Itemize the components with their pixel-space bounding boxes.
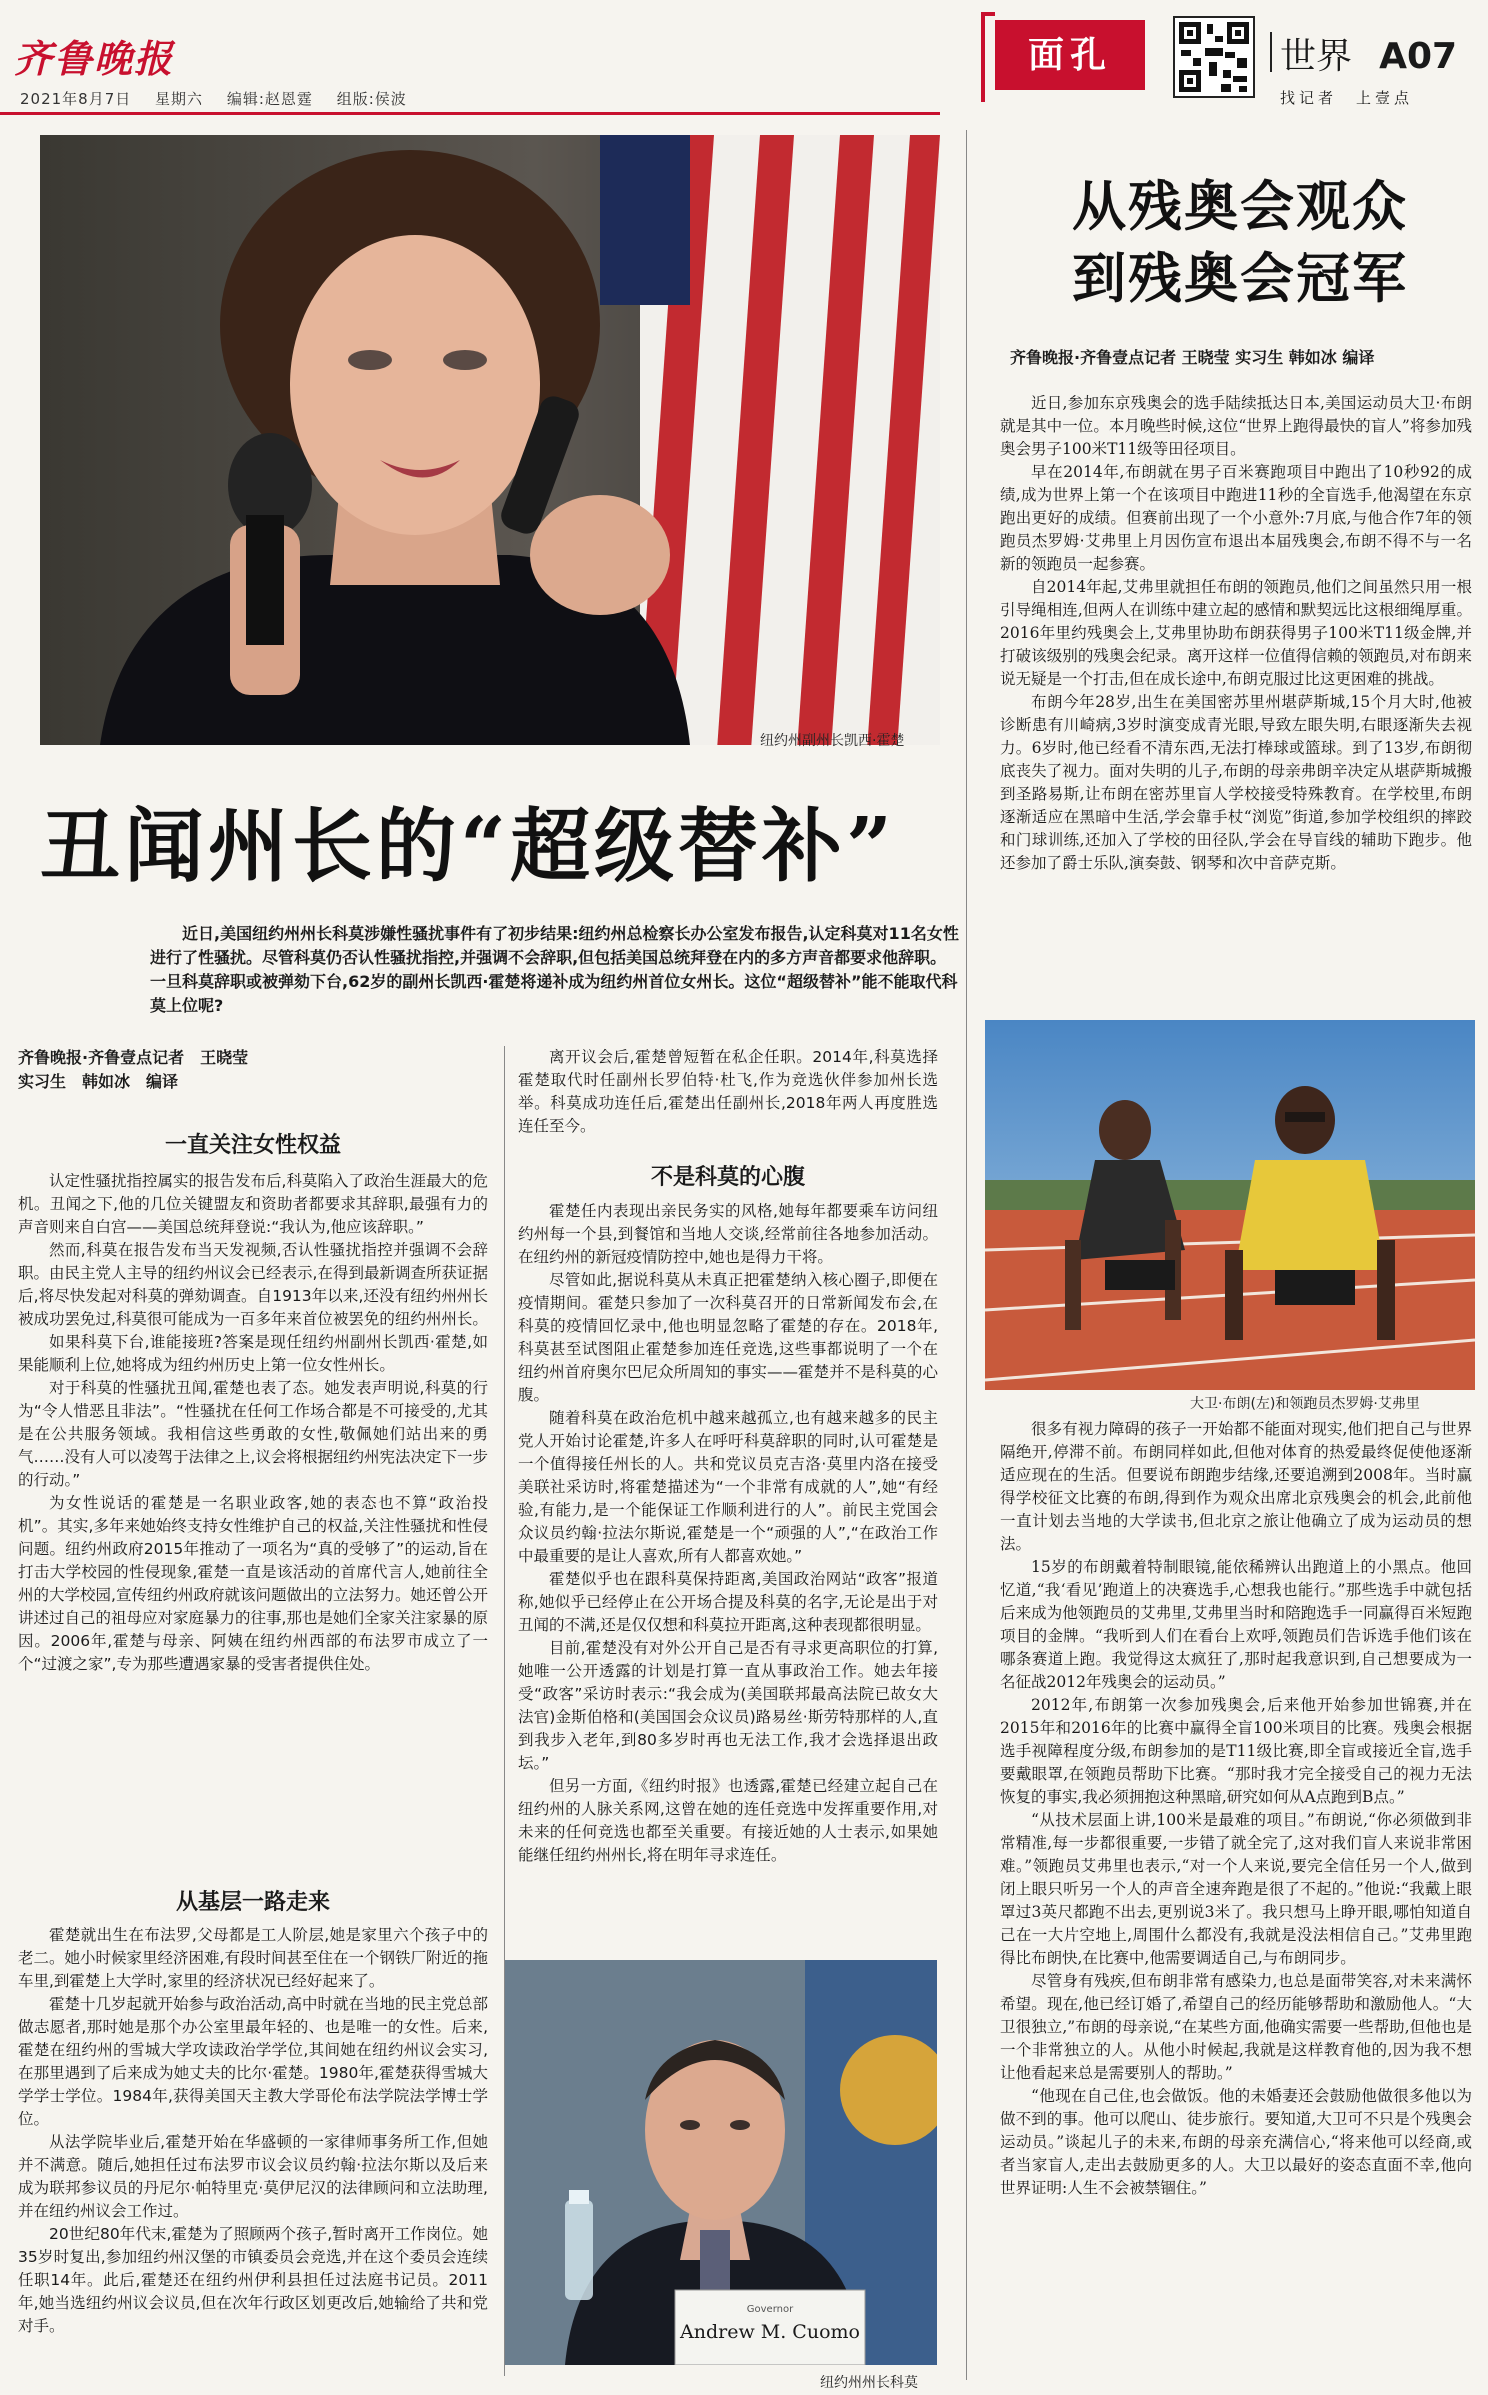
article-paragraph: 随着科莫在政治危机中越来越孤立,也有越来越多的民主党人开始讨论霍楚,许多人在呼吁科莫辞职的同时,认可霍楚是一个值得接任州长的人。共和党议员克吉洛·莫里内洛在接受美联社采访时,将霍楚描述为“一个非常有成就的人”,她“有经验,有能力,是一个能保证工作顺利进行的人”。前民主党国会众议员约翰·拉法尔斯说,霍楚是一个“顽强的人”,“在政治工作中最重要的是让人喜欢,所有人都喜欢她。” [518, 1409, 938, 1565]
photo-hochul [40, 135, 940, 745]
subhead-not-confidant: 不是科莫的心腹 [650, 1164, 805, 1190]
subhead-womens-rights: 一直关注女性权益 [164, 1132, 341, 1158]
article-paragraph: 霍楚似乎也在跟科莫保持距离,美国政治网站“政客”报道称,她似乎已经停止在公开场合提及科莫的名字,无论是出于对丑闻的不满,还是仅仅想和科莫拉开距离,这种表现都很明显。 [518, 1570, 938, 1634]
article-paragraph: 很多有视力障碍的孩子一开始都不能面对现实,他们把自己与世界隔绝开,停滞不前。布朗同样如此,但他对体育的热爱最终促使他逐渐适应现在的生活。但要说布朗跑步结缘,还要追溯到2008年。当时赢得学校征文比赛的布朗,得到作为观众出席北京残奥会的机会,此前他一直计划去当地的大学读书,但北京之旅让他确立了成为运动员的想法。 [1000, 1420, 1472, 1553]
article-paragraph: 早在2014年,布朗就在男子百米赛跑项目中跑出了10秒92的成绩,成为世界上第一个在该项目中跑进11秒的全盲选手,他渴望在东京跑出更好的成绩。但赛前出现了一个小意外:7月底,与他合作7年的领跑员杰罗姆·艾弗里上月因伤宣布退出本届残奥会,布朗不得不与一名新的领跑员一起参赛。 [1000, 463, 1472, 573]
article-paragraph: 但另一方面,《纽约时报》也透露,霍楚已经建立起自己在纽约州的人脉关系网,这曾在她的连任竞选中发挥重要作用,对未来的任何竞选也都至关重要。有接近她的人士表示,如果她能继任纽约州州长,将在明年寻求连任。 [518, 1777, 938, 1864]
column-1-bottom [18, 1924, 488, 2390]
byline-left [18, 1046, 248, 1094]
masthead-logo: 齐鲁晚报 [14, 36, 175, 81]
layout-credit: 组版:侯波 [336, 90, 407, 108]
column-2-bottom [518, 1200, 938, 1950]
article-paragraph: 布朗今年28岁,出生在美国密苏里州堪萨斯城,15个月大时,他被诊断患有川崎病,3岁时演变成青光眼,导致左眼失明,右眼逐渐失去视力。6岁时,他已经看不清东西,无法打棒球或篮球。到了13岁,布朗彻底丧失了视力。面对失明的儿子,布朗的母亲弗朗辛决定从堪萨斯城搬到圣路易斯,让布朗在密苏里盲人学校接受特殊教育。在学校里,布朗逐渐适应在黑暗中生活,学会靠手杖“浏览”街道,参加学校组织的摔跤和门球训练,还加入了学校的田径队,学会在导盲线的辅助下跑步。他还参加了爵士乐队,演奏鼓、钢琴和次中音萨克斯。 [1000, 693, 1472, 872]
byline-right: 齐鲁晚报·齐鲁壹点记者 王晓莹 实习生 韩如冰 编译 [1010, 348, 1375, 367]
right-column-bottom [1000, 1418, 1472, 2388]
cuomo-photo-illustration [505, 1960, 937, 2365]
article-paragraph: 自2014年起,艾弗里就担任布朗的领跑员,他们之间虽然只用一根引导绳相连,但两人在训练中建立起的感情和默契远比这根细绳厚重。2016年里约残奥会上,艾弗里协助布朗获得男子100米T11级金牌,并打破该级别的残奥会纪录。离开这样一位值得信赖的领跑员,对布朗来说无疑是一个打击,但在成长途中,布朗克服过比这更困难的挑战。 [1000, 578, 1472, 688]
column-2-top [518, 1046, 938, 1138]
header-rule [0, 112, 940, 115]
editor-credit: 编辑:赵恩霆 [226, 90, 313, 108]
article-paragraph: 对于科莫的性骚扰丑闻,霍楚也表了态。她发表声明说,科莫的行为“令人惜恶且非法”。“性骚扰在任何工作场合都是不可接受的,尤其是在公共服务领域。我相信这些勇敢的女性,敬佩她们站出来的勇气……没有人可以凌驾于法律之上,议会将根据纽约州宪法决定下一步的行动。” [18, 1379, 488, 1489]
photo-cuomo-caption: 纽约州州长科莫 [820, 2375, 918, 2391]
lead-paragraph: 近日,美国纽约州州长科莫涉嫌性骚扰事件有了初步结果:纽约州总检察长办公室发布报告,认定科莫对11名女性进行了性骚扰。尽管科莫仍否认性骚扰指控,并强调不会辞职,但包括美国总统拜登在内的多方声音都要求他辞职。一旦科莫辞职或被弹劾下台,62岁的副州长凯西·霍楚将递补成为纽约州首位女州长。这位“超级替补”能不能取代科莫上位呢? [150, 924, 959, 1015]
article-paragraph: “他现在自己住,也会做饭。他的未婚妻还会鼓励他做很多他以为做不到的事。他可以爬山、徒步旅行。要知道,大卫可不只是个残奥会运动员。”谈起儿子的未来,布朗的母亲充满信心,“将来他可以经商,或者当家盲人,走出去鼓励更多的人。大卫以最好的姿态直面不幸,他向世界证明:人生不会被禁锢住。” [1000, 2087, 1472, 2197]
section-label: 面孔 [995, 20, 1145, 90]
article-paragraph: 霍楚任内表现出亲民务实的风格,她每年都要乘车访问纽约州每一个县,到餐馆和当地人交谈,经常前往各地参加活动。在纽约州的新冠疫情防控中,她也是得力干将。 [518, 1202, 938, 1266]
article-paragraph: 然而,科莫在报告发布当天发视频,否认性骚扰指控并强调不会辞职。由民主党人主导的纽约州议会已经表示,在得到最新调查所获证据后,将尽快发起对科莫的弹劾调查。自1913年以来,还没有纽约州州长被成功罢免过,科莫很可能成为一百多年来首位被罢免的纽约州州长。 [18, 1241, 488, 1328]
article-paragraph: 霍楚十几岁起就开始参与政治活动,高中时就在当地的民主党总部做志愿者,那时她是那个办公室里最年轻的、也是唯一的女性。后来,霍楚在纽约州的雪城大学攻读政治学学位,其间她在纽约州议会实习,在那里遇到了后来成为她丈夫的比尔·霍楚。1980年,霍楚获得雪城大学学士学位。1984年,获得美国天主教大学哥伦布法学院法学博士学位。 [18, 1995, 488, 2128]
article-paragraph: “从技术层面上讲,100米是最难的项目。”布朗说,“你必须做到非常精准,每一步都很重要,一步错了就全完了,这对我们盲人来说非常困难。”领跑员艾弗里也表示,“对一个人来说,要完全信任另一个人,做到闭上眼只听另一个人的声音全速奔跑是很了不起的。”他说:“我戴上眼罩过3英尺都跑不出去,更别说3米了。我只想马上睁开眼,哪怕知道自己在一大片空地上,周围什么都没有,我就是没法相信自己。”艾弗里跑得比布朗快,在比赛中,他需要调适自己,与布朗同步。 [1000, 1811, 1472, 1967]
article-paragraph: 为女性说话的霍楚是一名职业政客,她的表态也不算“政治投机”。其实,多年来她始终支持女性维护自己的权益,关注性骚扰和性侵问题。纽约州政府2015年推动了一项名为“真的受够了”的运动,旨在打击大学校园的性侵现象,霍楚一直是该活动的首席代言人,她前往全州的大学校园,宣传纽约州政府就该问题做出的立法努力。她还曾公开讲述过自己的祖母应对家庭暴力的往事,那也是她们全家关注家暴的原因。2006年,霍楚与母亲、阿姨在纽约州西部的布法罗市成立了一个“过渡之家”,专为那些遭遇家暴的受害者提供住处。 [18, 1494, 488, 1673]
right-column-top [1000, 392, 1472, 1012]
runners-photo-illustration [985, 1020, 1475, 1390]
article-paragraph: 从法学院毕业后,霍楚开始在华盛顿的一家律师事务所工作,但她并不满意。随后,她担任过布法罗市议会议员约翰·拉法尔斯以及后来成为联邦参议员的丹尼尔·帕特里克·莫伊尼汉的法律顾问和立法助理,并在纽约州议会工作过。 [18, 2133, 488, 2220]
headline-line-1: 从残奥会观众 [1072, 174, 1408, 238]
page-section: 世界 [1280, 36, 1353, 77]
headline-david-brown [1000, 170, 1480, 314]
story-divider [966, 130, 967, 2380]
article-paragraph: 尽管如此,据说科莫从未真正把霍楚纳入核心圈子,即便在疫情期间。霍楚只参加了一次科莫召开的日常新闻发布会,在科莫的疫情回忆录中,他也明显忽略了霍楚的存在。2018年,科莫甚至试图阻止霍楚参加连任竞选,这些事都说明了一个在纽约州首府奥尔巴尼众所周知的事实——霍楚并不是科莫的心腹。 [518, 1271, 938, 1404]
page-number: A07 [1379, 36, 1458, 77]
photo-cuomo [505, 1960, 937, 2365]
issue-weekday: 星期六 [155, 90, 204, 108]
byline-intern: 实习生 韩如冰 编译 [18, 1072, 179, 1091]
subhead-grassroots: 从基层一路走来 [175, 1889, 330, 1915]
hochul-photo-illustration [40, 135, 940, 745]
article-paragraph: 尽管身有残疾,但布朗非常有感染力,也总是面带笑容,对未来满怀希望。现在,他已经订婚了,希望自己的经历能够帮助和激励他人。“大卫很独立,”布朗的母亲说,“在某些方面,他确实需要一些帮助,但他也是一个非常独立的人。从他小时候起,我就是这样教育他的,因为我不想让他看起来总是需要别人的帮助。” [1000, 1972, 1472, 2082]
article-paragraph: 近日,参加东京残奥会的选手陆续抵达日本,美国运动员大卫·布朗就是其中一位。本月晚些时候,这位“世界上跑得最快的盲人”将参加残奥会男子100米T11级等田径项目。 [1000, 394, 1472, 458]
article-paragraph: 15岁的布朗戴着特制眼镜,能依稀辨认出跑道上的小黑点。他回忆道,“我‘看见’跑道上的决赛选手,心想我也能行。”那些选手中就包括后来成为他领跑员的艾弗里,艾弗里当时和陪跑选手一同赢得百米短跑项目的金牌。“我听到人们在看台上欢呼,领跑员们告诉选手他们该在哪条赛道上跑。我觉得这太疯狂了,那时起我意识到,自己想要成为一名征战2012年残奥会的运动员。” [1000, 1558, 1472, 1691]
article-paragraph: 2012年,布朗第一次参加残奥会,后来他开始参加世锦赛,并在2015年和2016年的比赛中赢得全盲100米项目的比赛。残奥会根据选手视障程度分级,布朗参加的是T11级比赛,即全盲或接近全盲,选手要戴眼罩,在领跑员帮助下比赛。“那时我才完全接受自己的视力无法恢复的事实,我必须拥抱这种黑暗,研究如何从A点跑到B点。” [1000, 1696, 1472, 1806]
issue-date: 2021年8月7日 [20, 90, 132, 108]
column-1-top [18, 1170, 488, 1870]
qr-code-icon[interactable] [1173, 16, 1255, 98]
dateline [20, 88, 425, 109]
photo-hochul-caption: 纽约州副州长凯西·霍楚 [760, 733, 905, 749]
header-separator [1270, 32, 1272, 72]
nameplate-name: Andrew M. Cuomo [680, 2321, 860, 2343]
page-info [1280, 28, 1480, 108]
headline-line-2: 到残奥会冠军 [1072, 246, 1408, 310]
article-paragraph: 离开议会后,霍楚曾短暂在私企任职。2014年,科莫选择霍楚取代时任副州长罗伯特·杜飞,作为竞选伙伴参加州长选举。科莫成功连任后,霍楚出任副州长,2018年两人再度胜选连任至今。 [518, 1048, 938, 1135]
article-paragraph: 20世纪80年代末,霍楚为了照顾两个孩子,暂时离开工作岗位。她35岁时复出,参加纽约州汉堡的市镇委员会竞选,并在这个委员会连续任职14年。此后,霍楚还在纽约州伊利县担任过法庭书记员。2011年,她当选纽约州议会议员,但在次年行政区划更改后,她输给了共和党对手。 [18, 2225, 488, 2335]
article-paragraph: 认定性骚扰指控属实的报告发布后,科莫陷入了政治生涯最大的危机。丑闻之下,他的几位关键盟友和资助者都要求其辞职,最强有力的声音则来自白宫——美国总统拜登说:“我认为,他应该辞职。” [18, 1172, 488, 1236]
photo-runners-caption: 大卫·布朗(左)和领跑员杰罗姆·艾弗里 [1190, 1396, 1420, 1412]
byline-reporter: 齐鲁晚报·齐鲁壹点记者 王晓莹 [18, 1048, 249, 1067]
nameplate-title: Governor [746, 2304, 794, 2315]
photo-runners [985, 1020, 1475, 1390]
headline-hochul: 丑闻州长的“超级替补” [40, 799, 897, 893]
article-paragraph: 霍楚就出生在布法罗,父母都是工人阶层,她是家里六个孩子中的老二。她小时候家里经济困难,有段时间甚至住在一个钢铁厂附近的拖车里,到霍楚上大学时,家里的经济状况已经好起来了。 [18, 1926, 488, 1990]
article-paragraph: 目前,霍楚没有对外公开自己是否有寻求更高职位的打算,她唯一公开透露的计划是打算一直从事政治工作。她去年接受“政客”采访时表示:“我会成为(美国联邦最高法院已故女大法官)金斯伯格和(美国国会众议员)路易丝·斯劳特那样的人,直到我步入老年,到80多岁时再也无法工作,我才会选择退出政坛。” [518, 1639, 938, 1772]
reporter-slogan: 找记者 上壹点 [1280, 89, 1414, 107]
article-paragraph: 如果科莫下台,谁能接班?答案是现任纽约州副州长凯西·霍楚,如果能顺利上位,她将成为纽约州历史上第一位女性州长。 [18, 1333, 488, 1374]
